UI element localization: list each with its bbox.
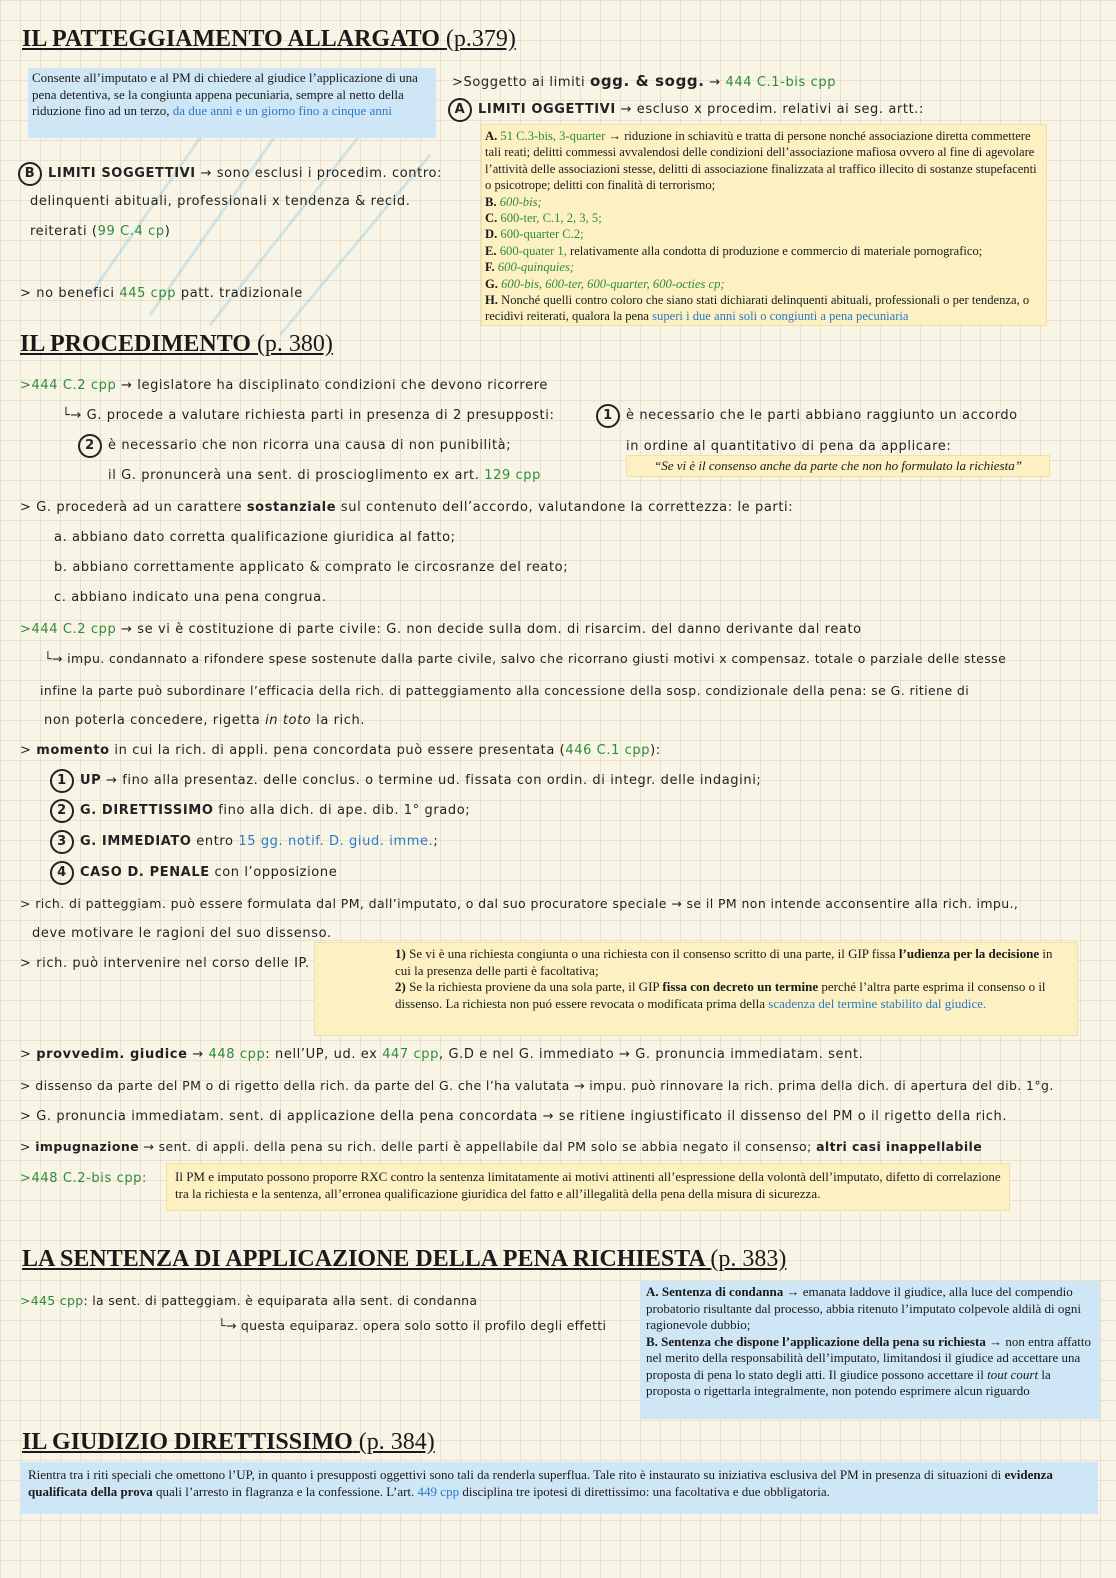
moment-4 [50, 861, 337, 885]
item-g-label: G. [485, 276, 498, 291]
text: → legislatore ha disciplinato condizioni che devono ricorrere [116, 378, 548, 393]
text2: la proposta o rigettarla integralmente, non potendo esprimere alcun riguardo [646, 1366, 1051, 1398]
item-g-ref: 600-bis, 600-ter, 600-quarter, 600-octies cp; [501, 276, 725, 291]
box-448: Il PM e imputato possono proporre RXC contro la sentenza limitatamente ai motivi attinenti all’espressione della volontà dell’imputato, difetto di correlazione tra la richiesta e la sentenza, all’erronea qualificazione giuridica del fatto e all’illegalità della pena della misura di sicurezza. [166, 1163, 1010, 1211]
no-benefici [20, 286, 303, 301]
text-b3-pre: reiterati ( [30, 224, 98, 239]
sentenza-types-box [640, 1281, 1100, 1419]
bold: provvedim. giudice [36, 1047, 188, 1062]
circle: 3 [50, 830, 74, 854]
item-h-text: Nonché quelli contro coloro che siano stati dichiarati delinquenti abituali, professionali o per tendenza, o recidivi reiterati, qualora la pena [485, 293, 1030, 324]
item-b-ref: 600-bis; [499, 194, 542, 209]
proc-line-11: > rich. di patteggiam. può essere formulata dal PM, dall’imputato, o dal suo procuratore speciale → se il PM non intende acconsentire alla rich. impu., [20, 896, 1019, 911]
num: 1) [395, 946, 406, 961]
ref: >445 cpp [20, 1293, 84, 1308]
proc-item-c: c. abbiano indicato una pena congrua. [54, 590, 327, 605]
label-b: LIMITI SOGGETTIVI [48, 166, 196, 181]
b: fissa con decreto un termine [662, 979, 819, 994]
circle: 2 [50, 799, 74, 823]
no-benefici-pre: > no benefici [20, 286, 120, 301]
proc-line-12: deve motivare le ragioni del suo dissenso. [32, 926, 332, 941]
text: → fino alla presentaz. delle conclus. o termine ud. fissata con ordin. di integr. delle indagini; [101, 773, 762, 788]
c: perché l’altra parte esprima il consenso o il dissenso. La richiesta non puó essere revocata o modificata prima della [395, 979, 1046, 1011]
num: 2) [395, 979, 406, 994]
page-ref: (p.379) [445, 26, 516, 52]
proc-item-b: b. abbiano correttamente applicato & comprato le circosranze del reato; [54, 560, 569, 575]
proc-line-3 [78, 434, 511, 458]
circle-1: 1 [596, 404, 620, 428]
proc-line-6 [20, 622, 862, 637]
box-447-item-1 [395, 946, 1071, 979]
bold: impugnazione [35, 1139, 140, 1154]
text-b3-post: ) [164, 224, 171, 239]
text: in cui la rich. di appli. pena concordata può essere presentata ( [109, 743, 566, 758]
proc-line-7: └→ impu. condannato a rifondere spese sostenute dalla parte civile, salvo che ricorrano giusti motivi x compensaz. totale o parziale delle stesse [44, 651, 1007, 666]
pre: > G. procederà ad un carattere [20, 500, 247, 515]
limits-note-bold: ogg. & sogg. [589, 72, 705, 90]
c: in cui la presenza delle parti è facoltativa; [395, 946, 1053, 978]
sent-line-1 [20, 1293, 477, 1308]
text-b3-ref: 99 C.4 cp [97, 224, 165, 239]
text: → sent. di appli. della pena su rich. delle parti è appellabile dal PM solo se abbia negato il consenso; [139, 1139, 817, 1154]
page-ref: (p. 384) [358, 1429, 435, 1455]
proc-line-3-right: in ordine al quantitativo di pena da applicare: [626, 439, 952, 454]
limiti-oggettivi-list [481, 124, 1047, 326]
bold: G. IMMEDIATO [80, 834, 192, 849]
item-a-label: A. [485, 129, 498, 143]
item-h-highlight: superi i due anni soli o congiunti a pena pecuniaria [652, 309, 909, 324]
proc-line-2-right [596, 404, 1018, 428]
text: il G. pronuncerà una sent. di proscioglimento ex art. [108, 468, 480, 483]
item-b [485, 194, 1043, 210]
moment-2 [50, 799, 470, 823]
title-text: LA SENTENZA DI APPLICAZIONE DELLA PENA RICHIESTA [22, 1246, 705, 1272]
item-h-label: H. [485, 293, 498, 308]
circle: 4 [50, 861, 74, 885]
proc-line-5 [20, 500, 793, 515]
limiti-oggettivi [448, 98, 924, 122]
item-e-label: E. [485, 243, 497, 258]
text: entro [191, 834, 239, 849]
item-g [485, 276, 1043, 292]
a: Se vi è una richiesta congiunta o una richiesta con il consenso scritto di una parte, il GIP fissa [405, 946, 899, 961]
a: Se la richiesta proviene da una sola parte, il GIP [405, 979, 663, 994]
proc-line-18-ref: >448 C.2-bis cpp: [20, 1171, 148, 1186]
circle-b: B [18, 162, 42, 186]
item-e [485, 243, 1043, 259]
title-text: IL PATTEGGIAMENTO ALLARGATO [22, 26, 440, 52]
intro-highlight: da due anni e un giorno fino a cinque anni [172, 103, 392, 118]
limits-note-pre: >Soggetto ai limiti [452, 75, 590, 90]
sentenza-a [646, 1284, 1094, 1334]
moment-1 [50, 769, 761, 793]
pre: > [20, 1139, 36, 1154]
ref: 129 cpp [479, 468, 541, 483]
item-f-ref: 600-quinquies; [497, 260, 575, 275]
item-d-ref: 600-quarter C.2; [500, 227, 584, 242]
label-a: LIMITI OGGETTIVI [478, 102, 616, 117]
limits-note [452, 72, 836, 90]
bold: UP [80, 773, 102, 788]
intro-box [28, 68, 436, 138]
pre: non poterla concedere, rigetta [44, 713, 266, 728]
ref: >444 C.2 cpp [20, 378, 117, 393]
proc-line-4 [108, 468, 541, 483]
d: scadenza del termine stabilito dal giudice. [768, 995, 987, 1011]
bold2: altri casi inappellabile [816, 1139, 983, 1154]
text: è necessario che non ricorra una causa di non punibilità; [108, 438, 512, 453]
box-447-item-2 [395, 979, 1071, 1012]
bold: G. DIRETTISSIMO [80, 803, 214, 818]
proc-line-2: └→ G. procede a valutare richiesta parti in presenza di 2 presupposti: [62, 408, 555, 423]
text-b1: → sono esclusi i procedim. contro: [200, 166, 443, 181]
item-a-text: → riduzione in schiavitù e tratta di persone nonché associazione diretta commettere tali reati; delitti commessi avvalendosi delle condizioni dell’associazione mafiosa ovvero al fine di agevolare l’attività delle associazioni stesse, delitti di associazione finalizzata al traffico illecito di sostanze stupefacenti o psicotrope; delitti con finalità di terrorismo; [485, 129, 1037, 193]
intro-text: Consente all’imputato e al PM di chiedere al giudice l’applicazione di una pena detentiva, se la congiunta appena pecuniaria, sempre al netto della riduzione fino ad un terzo, [32, 70, 418, 118]
title-text: IL GIUDIZIO DIRETTISSIMO [22, 1429, 353, 1455]
quote-box: “Se vi è il consenso anche da parte che non ho formulato la richiesta” [626, 455, 1050, 477]
proc-line-16: > G. pronuncia immediatam. sent. di applicazione della pena concordata → se ritiene ingiustificato il dissenso del PM o il rigetto della rich. [20, 1109, 1008, 1124]
proc-line-15: > dissenso da parte del PM o di rigetto della rich. da parte del G. che l’ha valutata → impu. può rinnovare la rich. prima della dich. di apertura del dib. 1°g. [20, 1078, 1054, 1093]
section-title-procedimento [20, 331, 333, 358]
box-447 [314, 942, 1078, 1036]
italic: tout court [987, 1366, 1039, 1382]
a: → [187, 1047, 209, 1062]
no-benefici-ref: 445 cpp [119, 286, 177, 301]
item-b-label: B. [485, 194, 497, 209]
bold: evidenza qualificata della prova [28, 1467, 1053, 1499]
b: l’udienza per la decisione [898, 946, 1040, 961]
bold: momento [36, 743, 110, 758]
item-f-label: F. [485, 260, 495, 275]
limits-note-ref: 444 C.1-bis cpp [725, 75, 837, 90]
text-b2: delinquenti abituali, professionali x tendenza & recid. [30, 194, 411, 209]
text: : la sent. di patteggiam. è equiparata alla sent. di condanna [83, 1293, 478, 1308]
sent-line-2: └→ questa equiparaz. opera solo sotto il profilo degli effetti [218, 1318, 607, 1333]
text: fino alla dich. di ape. dib. 1° grado; [213, 803, 471, 818]
item-d [485, 226, 1043, 242]
moment-3 [50, 830, 438, 854]
proc-line-14 [20, 1047, 863, 1062]
text2: quali l’arresto in flagranza e la confessione. L’art. [152, 1483, 418, 1499]
limiti-soggettivi [18, 162, 442, 186]
ref: 15 gg. notif. D. giud. imme. [238, 834, 434, 849]
item-f [485, 259, 1043, 275]
bold: B. Sentenza che dispone l’applicazione della pena su richiesta [646, 1333, 986, 1349]
ref2: 447 cpp [382, 1047, 439, 1062]
ref1: 448 cpp [208, 1047, 266, 1062]
text: con l’opposizione [209, 865, 338, 880]
item-c-ref: 600-ter, C.1, 2, 3, 5; [500, 211, 602, 226]
circle: 1 [50, 769, 74, 793]
post: sul contenuto dell’accordo, valutandone la correttezza: le parti: [336, 500, 794, 515]
proc-item-a: a. abbiano dato corretta qualificazione giuridica al fatto; [54, 530, 456, 545]
ref: 449 cpp [417, 1483, 460, 1499]
item-e-text: relativamente alla condotta di produzione e commercio di materiale pornografico; [566, 243, 983, 258]
item-c [485, 210, 1043, 226]
post: ; [433, 834, 439, 849]
proc-line-13: > rich. può intervenire nel corso delle IP. [20, 956, 310, 971]
section-title-direttissimo [22, 1429, 435, 1456]
sentenza-b [646, 1334, 1094, 1400]
section-title-sentenza [22, 1246, 786, 1273]
bold: sostanziale [246, 500, 337, 515]
b: : nell’UP, ud. ex [265, 1047, 383, 1062]
item-a [485, 128, 1043, 194]
page-ref: (p. 380) [256, 331, 333, 357]
text: → emanata laddove il giudice, alla luce del compendio probatorio risultante dal processo, abbia ritenuto l’imputato colpevole aldilà di ogni ragionevole dubbio; [646, 1284, 1082, 1332]
circle-2: 2 [78, 434, 102, 458]
item-h [485, 292, 1043, 325]
proc-line-17 [20, 1139, 982, 1154]
proc-line-1 [20, 378, 548, 393]
bold: A. Sentenza di condanna [646, 1284, 784, 1299]
item-a-ref: 51 C.3-bis, 3-quarter [500, 129, 606, 143]
text3: disciplina tre ipotesi di direttissimo: una facoltativa e due obbligatoria. [459, 1483, 830, 1499]
ref: >444 C.2 cpp [20, 622, 117, 637]
post: la rich. [311, 713, 366, 728]
pre: > [20, 1047, 37, 1062]
page-ref: (p. 383) [710, 1246, 787, 1272]
pre: > [20, 743, 37, 758]
italic: in toto [265, 713, 312, 728]
text-a: → escluso x procedim. relativi ai seg. artt.: [620, 102, 924, 117]
text: → se vi è costituzione di parte civile: G. non decide sulla dom. di risarcim. del danno derivante dal reato [116, 622, 862, 637]
limits-note-arrow: → [704, 75, 726, 90]
text1: Rientra tra i riti speciali che omettono l’UP, in quanto i presupposti oggettivi sono tali da renderla superflua. Tale rito è instaurato su iniziativa esclusiva del PM in presenza di situazioni di [28, 1467, 1005, 1482]
direttissimo-box [20, 1462, 1098, 1514]
proc-line-10 [20, 743, 661, 758]
circle-a: A [448, 98, 472, 122]
text-b3 [30, 224, 170, 239]
item-c-label: C. [485, 211, 498, 226]
bold: CASO D. PENALE [80, 865, 210, 880]
text: è necessario che le parti abbiano raggiunto un accordo [626, 408, 1018, 423]
no-benefici-post: patt. tradizionale [176, 286, 303, 301]
c: , G.D e nel G. immediato → G. pronuncia immediatam. sent. [438, 1047, 864, 1062]
proc-line-8: infine la parte può subordinare l’efficacia della rich. di patteggiamento alla concessione della sosp. condizionale della pena: se G. ritiene di [40, 683, 970, 698]
proc-line-9 [44, 713, 365, 728]
title-text: IL PROCEDIMENTO [20, 331, 251, 357]
item-e-ref: 600-quater 1, [499, 243, 567, 258]
post: ): [650, 743, 661, 758]
item-d-label: D. [485, 227, 498, 242]
section-title-patteggiamento [22, 26, 516, 53]
text: → non entra affatto nel merito della responsabilità dell’imputato, limitandosi il giudice ad accettare una proposta di pena lo stato degli atti. Il giudice possono accettare il [646, 1333, 1091, 1382]
ref: 446 C.1 cpp [565, 743, 651, 758]
